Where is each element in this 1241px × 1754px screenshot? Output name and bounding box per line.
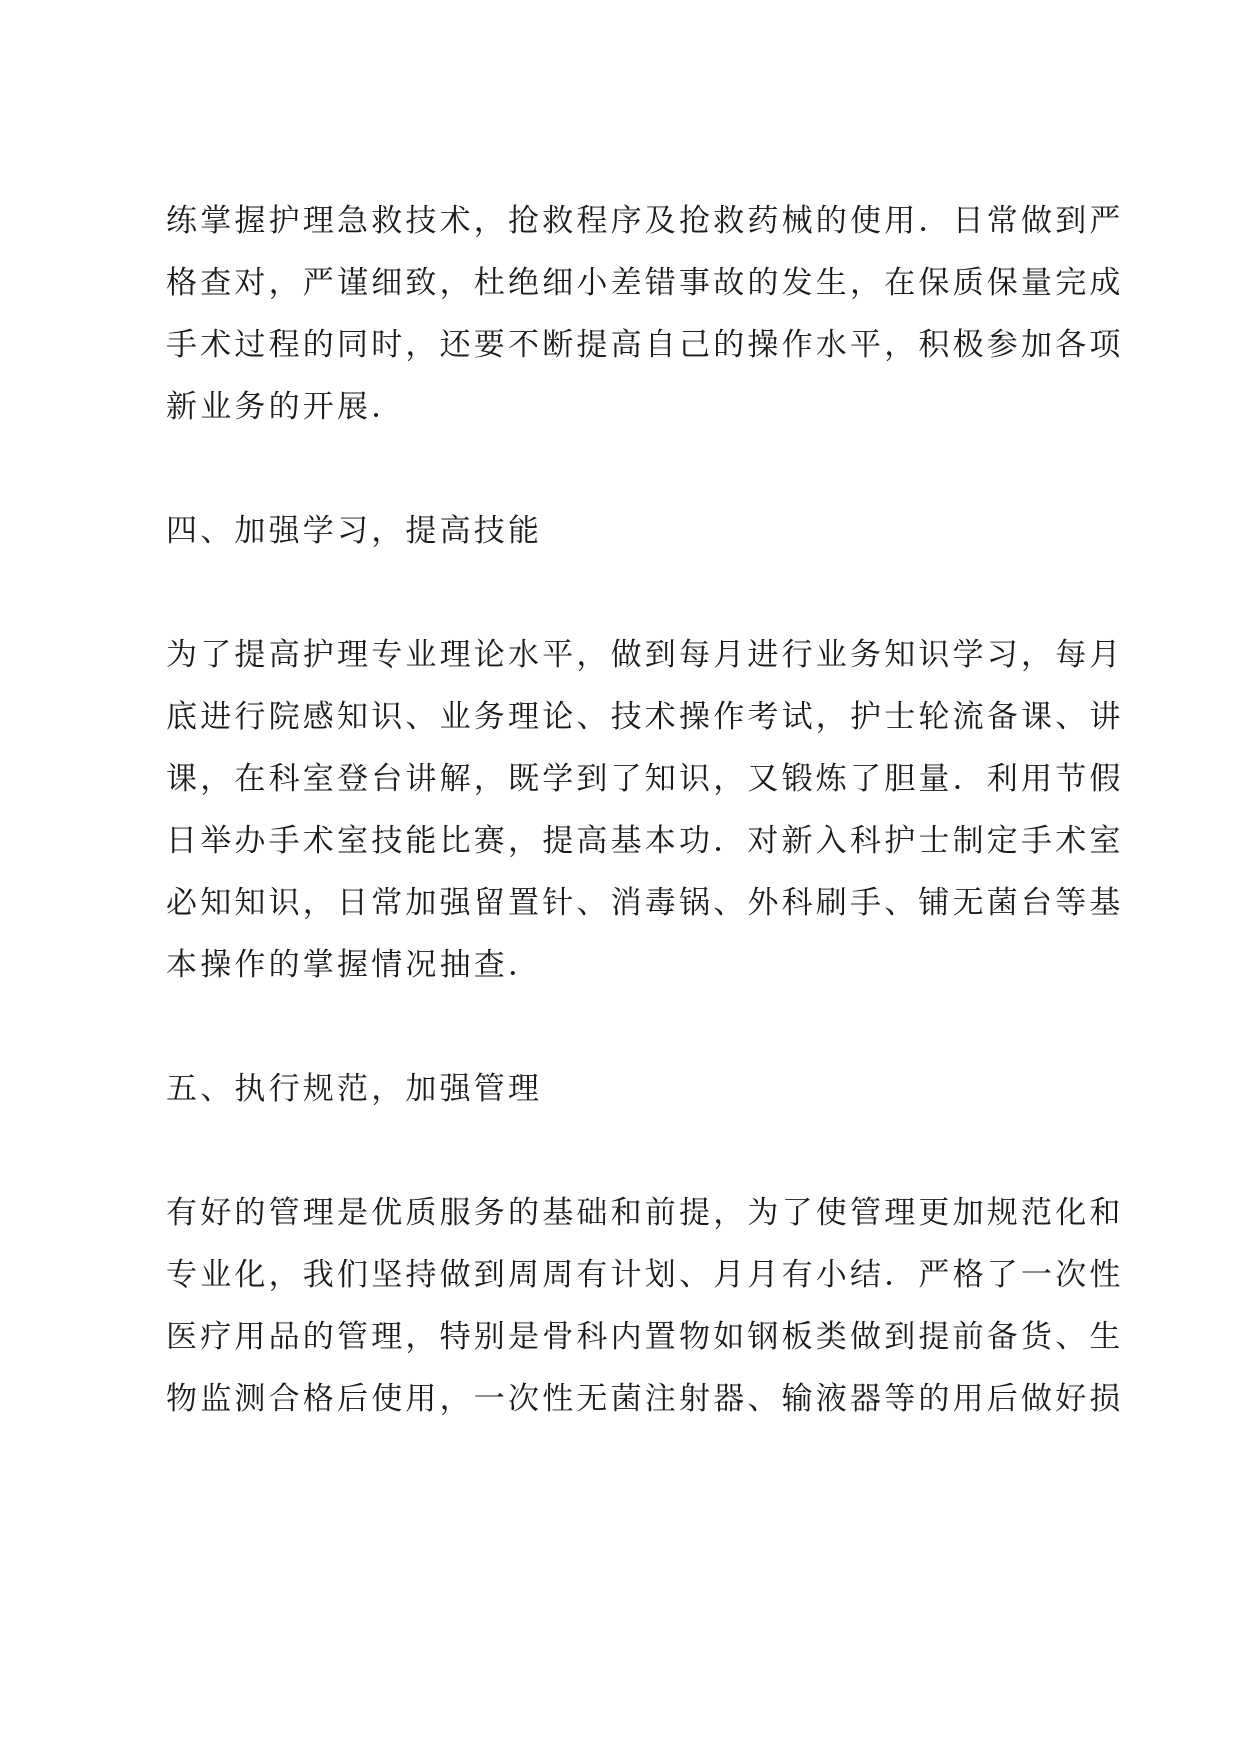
paragraph-line: 为了提高护理专业理论水平，做到每月进行业务知识学习，每月 xyxy=(166,637,1124,673)
spacer xyxy=(166,438,1086,500)
spacer xyxy=(166,996,1086,1058)
paragraph-1 xyxy=(166,190,1124,438)
paragraph-line: 有好的管理是优质服务的基础和前提，为了使管理更加规范化和 xyxy=(166,1195,1124,1231)
paragraph-line: 手术过程的同时，还要不断提高自己的操作水平，积极参加各项 xyxy=(166,327,1124,363)
spacer xyxy=(166,1120,1086,1182)
paragraph-line: 专业化，我们坚持做到周周有计划、月月有小结．严格了一次性 xyxy=(166,1257,1124,1293)
paragraph-2 xyxy=(166,624,1124,996)
paragraph-line: 必知知识，日常加强留置针、消毒锅、外科刷手、铺无菌台等基 xyxy=(166,885,1124,921)
paragraph-line: 日举办手术室技能比赛，提高基本功．对新入科护士制定手术室 xyxy=(166,823,1124,859)
paragraph-line: 课，在科室登台讲解，既学到了知识，又锻炼了胆量．利用节假 xyxy=(166,761,1124,797)
paragraph-line: 本操作的掌握情况抽查． xyxy=(166,947,543,983)
spacer xyxy=(166,562,1086,624)
paragraph-line: 底进行院感知识、业务理论、技术操作考试，护士轮流备课、讲 xyxy=(166,699,1124,735)
paragraph-line: 物监测合格后使用，一次性无菌注射器、输液器等的用后做好损 xyxy=(166,1381,1124,1417)
paragraph-line: 格查对，严谨细致，杜绝细小差错事故的发生，在保质保量完成 xyxy=(166,265,1124,301)
section-heading-4: 四、加强学习，提高技能 xyxy=(166,513,543,549)
section-heading-5: 五、执行规范，加强管理 xyxy=(166,1071,543,1107)
paragraph-line: 新业务的开展． xyxy=(166,389,406,425)
paragraph-line: 练掌握护理急救技术，抢救程序及抢救药械的使用．日常做到严 xyxy=(166,203,1124,239)
paragraph-line: 医疗用品的管理，特别是骨科内置物如钢板类做到提前备货、生 xyxy=(166,1319,1124,1355)
paragraph-3 xyxy=(166,1182,1124,1430)
document-body xyxy=(166,190,1124,1430)
